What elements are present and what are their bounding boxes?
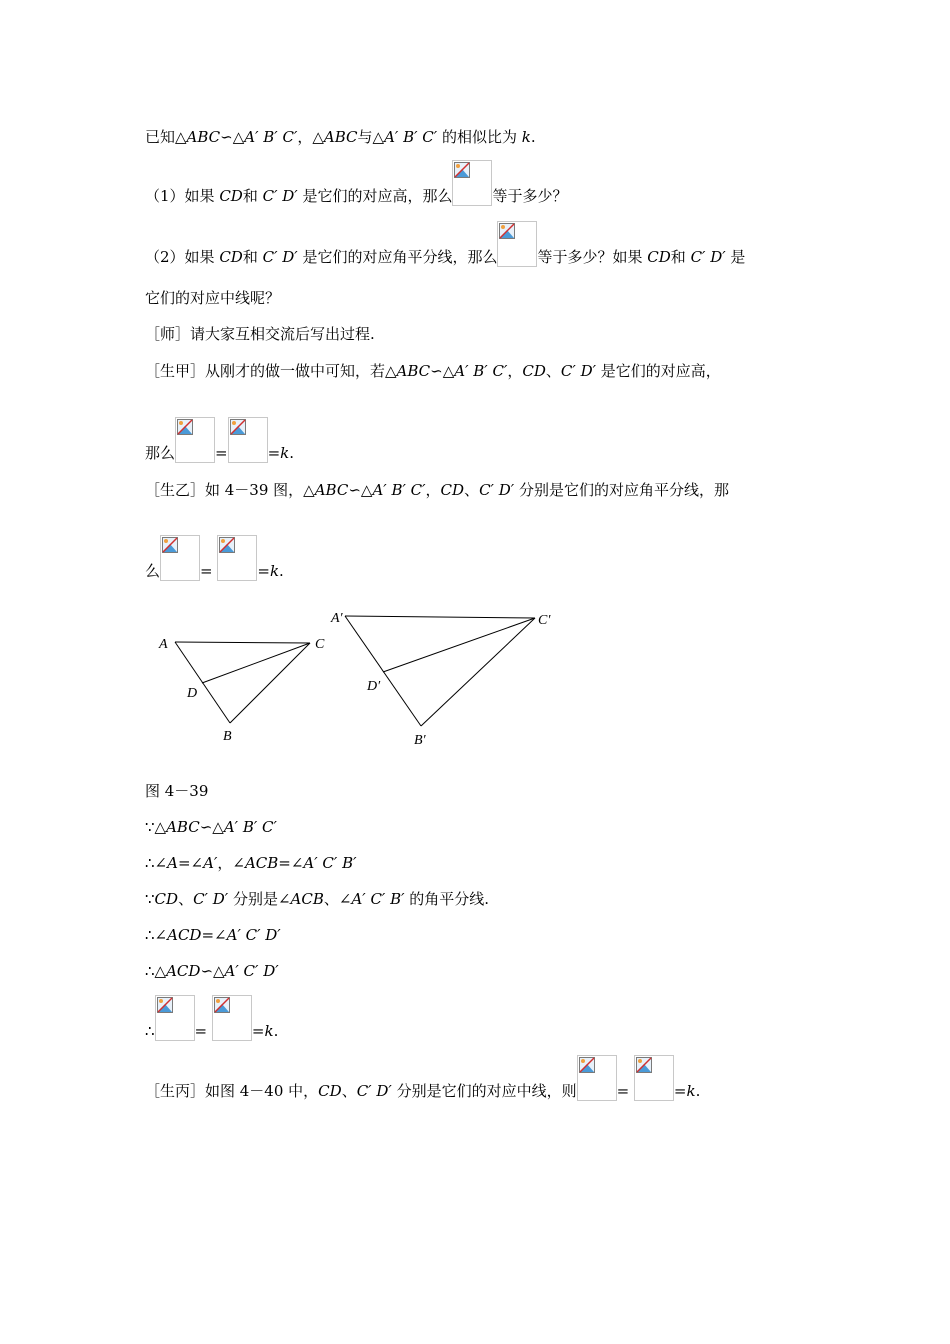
student-c-line: ［生丙］如图 4－40 中，CD、C′ D′ 分别是它们的对应中线，则 = =k. [145, 1055, 700, 1101]
broken-image-icon [634, 1055, 674, 1101]
question-1: （1）如果 CD和 C′ D′ 是它们的对应高，那么 等于多少？ [145, 160, 568, 206]
student-a-line: ［生甲］从刚才的做一做中可知，若△ABC∽△A′ B′ C′，CD、C′ D′ 是它们的对应高， [145, 362, 721, 380]
figure-caption: 图 4－39 [145, 782, 209, 800]
broken-image-icon [217, 535, 257, 581]
teacher-line: ［师］请大家互相交流后写出过程. [145, 325, 375, 343]
question-2-continued: 它们的对应中线呢？ [145, 289, 281, 307]
broken-image-icon [497, 221, 537, 267]
triangle-abc [175, 642, 310, 723]
label-b: B [223, 729, 232, 744]
broken-image-icon [577, 1055, 617, 1101]
label-c-prime: C′ [538, 613, 551, 628]
broken-image-icon [175, 417, 215, 463]
broken-image-icon [160, 535, 200, 581]
label-b-prime: B′ [414, 733, 426, 748]
proof-line-1: ∵△ABC∽△A′ B′ C′ [145, 818, 277, 836]
label-a: A [159, 637, 168, 652]
label-d: D [187, 686, 198, 701]
label-c: C [315, 637, 325, 652]
proof-line-3: ∵CD、C′ D′ 分别是∠ACB、∠A′ C′ B′ 的角平分线. [145, 890, 490, 908]
proof-line-4: ∴∠ACD=∠A′ C′ D′ [145, 926, 281, 944]
triangle-a2b2c2 [345, 616, 535, 726]
question-2: （2）如果 CD和 C′ D′ 是它们的对应角平分线，那么 等于多少？如果 CD和 C′ D′ 是 [145, 221, 745, 267]
student-b-result: 么 = =k. [145, 535, 284, 581]
broken-image-icon [212, 995, 252, 1041]
proof-line-6: ∴ = =k. [145, 995, 278, 1041]
broken-image-icon [228, 417, 268, 463]
broken-image-icon [452, 160, 492, 206]
proof-line-2: ∴∠A=∠A′，∠ACB=∠A′ C′ B′ [145, 854, 357, 872]
label-d-prime: D′ [367, 679, 381, 694]
student-b-line: ［生乙］如 4－39 图，△ABC∽△A′ B′ C′，CD、C′ D′ 分别是它们的对应角平分线，那 [145, 481, 729, 499]
student-a-result: 那么 = =k. [145, 417, 294, 463]
figure-4-39 [145, 598, 585, 758]
label-a-prime: A′ [331, 611, 343, 626]
given-statement: 已知△ABC∽△A′ B′ C′，△ABC与△A′ B′ C′ 的相似比为 k. [145, 128, 536, 146]
broken-image-icon [155, 995, 195, 1041]
proof-line-5: ∴△ACD∽△A′ C′ D′ [145, 962, 279, 980]
